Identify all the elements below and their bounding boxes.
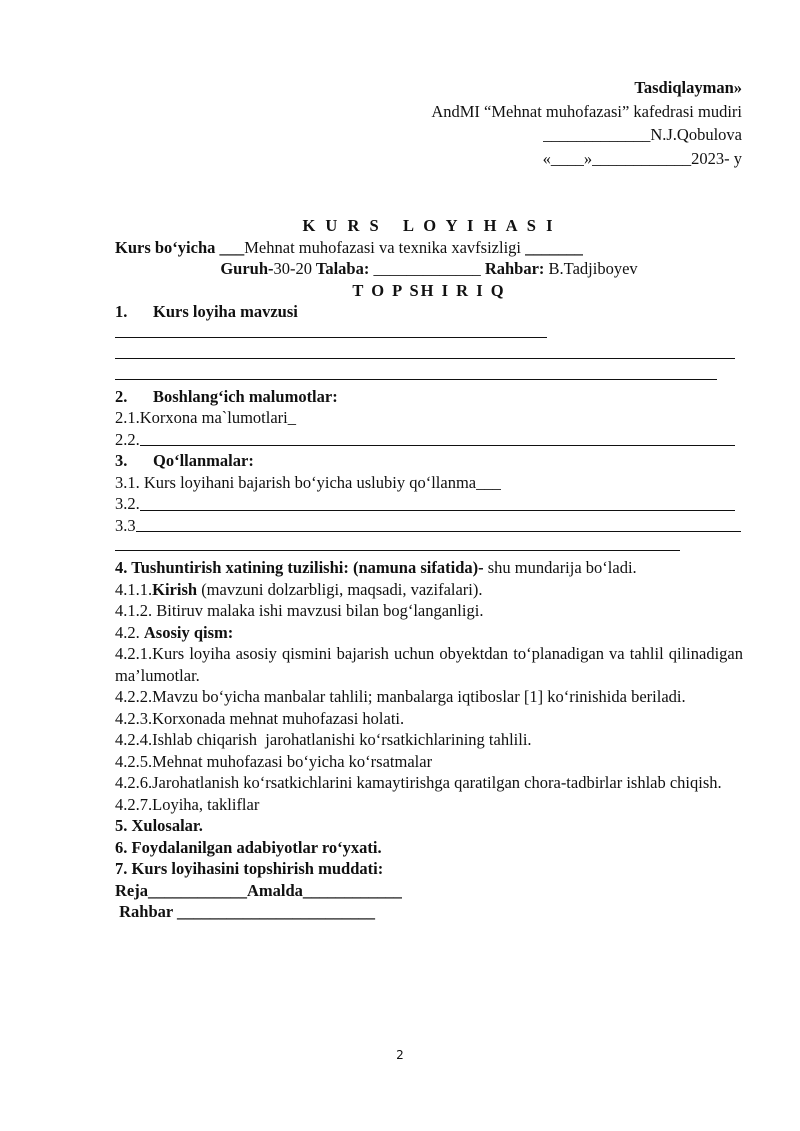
task-title: T O P SH I R I Q (352, 280, 506, 300)
supervisor-signature-line: Rahbar ________________________ (115, 902, 376, 921)
approval-line-date: «____»____________2023- y (542, 148, 742, 168)
section4-item-4-2-4: 4.2.4.Ishlab chiqarish jarohatlanishi ko‘rsatkichlarining tahlili. (115, 730, 532, 749)
group-label: Guruh- (220, 259, 274, 278)
deadline-line: Reja____________Amalda____________ (115, 880, 402, 900)
section2-title: Boshlang‘ich malumotlar: (153, 386, 338, 406)
section4-item-4-2-3: 4.2.3.Korxonada mehnat muhofazasi holati. (115, 708, 405, 728)
course-label: Kurs bo‘yicha ___ (115, 237, 245, 257)
section4-item-4-2-7: 4.2.7.Loyiha, takliflar (115, 794, 260, 814)
section1-heading (115, 301, 743, 323)
approval-line-department: AndMI “Mehnat muhofazasi” kafedrasi mudiri (431, 101, 742, 121)
item-number: 4.1.1. (115, 579, 153, 599)
section2-item2-row (115, 429, 743, 451)
student-blank: _____________ (373, 259, 481, 278)
section4-item-4-1-1 (115, 579, 743, 601)
item-bold: Kirish (152, 579, 198, 599)
course-suffix: _______ (521, 237, 583, 257)
approval-title: Tasdiqlayman» (634, 78, 742, 97)
section3-item2-row (115, 493, 743, 515)
document-heading: K U R S L O Y I H A S I (302, 216, 556, 235)
section3-item3-row (115, 515, 743, 537)
blank-line (140, 496, 735, 511)
section3-heading (115, 450, 743, 472)
approval-line-signature: _____________N.J.Qobulova (543, 125, 742, 144)
section4-title: 4. Tushuntirish xatining tuzilishi: (namuna sifatida)- (115, 558, 484, 577)
blank-line (115, 536, 680, 551)
section3-item1: 3.1. Kurs loyihani bajarish bo‘yicha uslubiy qo‘llanma___ (115, 472, 501, 492)
document-body (115, 215, 743, 923)
item-text: (mavzuni dolzarbligi, maqsadi, vazifalari). (197, 579, 483, 599)
section4-heading (115, 557, 743, 579)
section4-item-4-2-1: 4.2.1.Kurs loyiha asosiy qismini bajarish uchun obyektdan to‘planadigan va tahlil qilinadigan ma’lumotlar. (115, 644, 743, 685)
course-value: Mehnat muhofazasi va texnika xavfsizligi (244, 237, 522, 257)
section4-item-4-2-6: 4.2.6.Jarohatlanish ko‘rsatkichlarini kamaytirishga qaratilgan chora-tadbirlar ishlab chiqish. (115, 773, 722, 792)
section2-item1: 2.1.Korxona ma`lumotlari_ (115, 408, 297, 427)
section3-item3: 3.3 (115, 515, 136, 535)
section5-heading: 5. Xulosalar. (115, 816, 203, 835)
supervisor-label: Rahbar: (480, 259, 549, 278)
student-label: Talaba: (312, 259, 374, 278)
item-number: 4.2. (115, 622, 144, 642)
blank-line (140, 431, 735, 446)
section6-heading: 6. Foydalanilgan adabiyotlar ro‘yxati. (115, 837, 382, 857)
section3-item2: 3.2. (115, 494, 140, 513)
section3-number: 3. (115, 451, 128, 470)
item-bold: Asosiy qism: (143, 622, 234, 642)
group-line (115, 258, 743, 280)
section2-heading (115, 386, 743, 408)
section4-item-4-1-2: 4.1.2. Bitiruv malaka ishi mavzusi bilan bog‘langanligi. (115, 601, 484, 620)
section2-number: 2. (115, 386, 128, 406)
section7-heading: 7. Kurs loyihasini topshirish muddati: (115, 859, 384, 878)
section4-item-4-2-5: 4.2.5.Mehnat muhofazasi bo‘yicha ko‘rsatmalar (115, 751, 433, 771)
section4-item-4-2-2: 4.2.2.Mavzu bo‘yicha manbalar tahlili; manbalarga iqtiboslar [1] ko‘rinishida beriladi. (115, 687, 686, 706)
group-value: 30-20 (273, 259, 312, 278)
section4-title-rest: shu mundarija bo‘ladi. (483, 558, 637, 577)
section3-title: Qo‘llanmalar: (153, 451, 254, 470)
approval-block (431, 76, 742, 170)
supervisor-value: B.Tadjiboyev (548, 259, 638, 278)
course-line (115, 237, 743, 259)
topic-blank-line (115, 323, 547, 338)
topic-blank-line (115, 344, 735, 359)
section1-title: Kurs loyiha mavzusi (153, 302, 298, 321)
section2-item2: 2.2. (115, 429, 140, 449)
blank-line (136, 517, 741, 532)
section4-item-4-2 (115, 622, 743, 644)
page-number: 2 (396, 1048, 404, 1062)
section1-number: 1. (115, 302, 128, 321)
topic-blank-line (115, 365, 717, 380)
